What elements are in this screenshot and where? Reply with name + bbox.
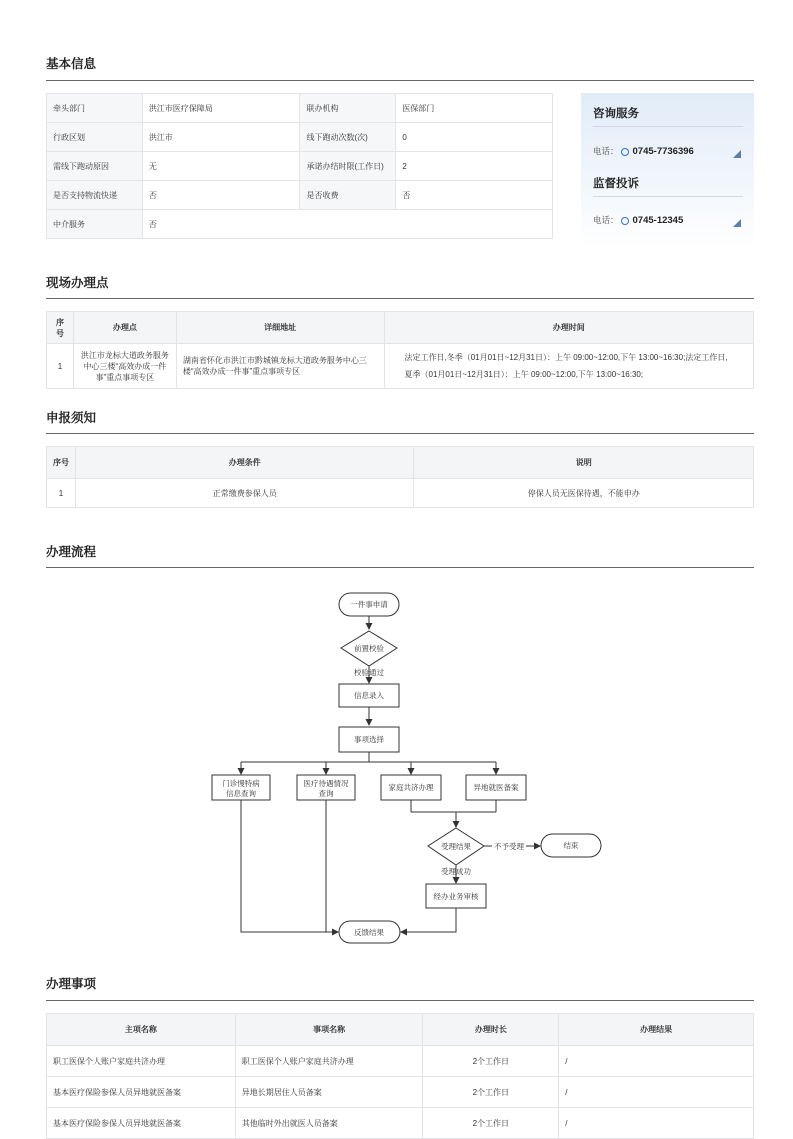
row-number: 1 <box>47 479 76 508</box>
duration: 2个工作日 <box>423 1077 559 1108</box>
result: / <box>559 1077 754 1108</box>
section-title-notice: 申报须知 <box>46 411 97 425</box>
flow-label: 前置校验 <box>354 644 384 653</box>
table-row <box>47 1077 754 1108</box>
site-address: 湖南省怀化市洪江市黔城镇龙标大道政务服务中心三楼“高效办成一件事”重点事项专区 <box>176 344 384 389</box>
column-header: 办理条件 <box>75 447 414 479</box>
field-value: 医保部门 <box>396 94 553 123</box>
field-value: 否 <box>142 181 300 210</box>
field-label: 承诺办结时限(工作日) <box>300 152 396 181</box>
phone-label: 电话： <box>593 215 619 225</box>
column-header: 序号 <box>47 447 76 479</box>
section-title-flow: 办理流程 <box>46 545 97 559</box>
result: / <box>559 1108 754 1139</box>
site-hours: 法定工作日,冬季（01月01日~12月31日）：上午 09:00~12:00,下午 13:00~16:30;法定工作日,夏季（01月01日~12月31日）：上午 09:00~12:00,下午 13:00~16:30; <box>384 344 754 389</box>
phone-number: 0745-12345 <box>632 215 684 226</box>
site-name: 洪江市龙标大道政务服务中心三楼“高效办成一件事”重点事项专区 <box>73 344 176 389</box>
column-header: 详细地址 <box>176 312 384 344</box>
table-header-row <box>47 1014 754 1046</box>
field-value: 否 <box>142 210 552 239</box>
supervise-title: 监督投诉 <box>593 178 639 190</box>
column-header: 主项名称 <box>47 1014 236 1046</box>
column-header: 办理点 <box>73 312 176 344</box>
phone-label: 电话： <box>593 146 619 156</box>
flow-label: 结束 <box>563 841 579 850</box>
phone-number: 0745-7736396 <box>632 146 694 157</box>
column-header: 办理时间 <box>384 312 754 344</box>
section-title-basic: 基本信息 <box>46 57 97 71</box>
flow-edge-label: 校验通过 <box>354 668 384 677</box>
section-title-site: 现场办理点 <box>46 276 109 290</box>
main-item-name: 基本医疗保险参保人员异地就医备案 <box>47 1077 236 1108</box>
field-label: 是否收费 <box>300 181 396 210</box>
column-header: 事项名称 <box>235 1014 423 1046</box>
item-name: 异地长期居住人员备案 <box>235 1077 423 1108</box>
field-label: 联办机构 <box>300 94 396 123</box>
item-name: 职工医保个人账户家庭共济办理 <box>235 1046 423 1077</box>
flow-label: 受理结果 <box>441 842 471 851</box>
main-item-name: 职工医保个人账户家庭共济办理 <box>47 1046 236 1077</box>
flow-label: 门诊慢特病信息查询 <box>222 779 260 798</box>
flow-label: 家庭共济办理 <box>388 783 434 792</box>
section-title-items: 办理事项 <box>46 977 97 991</box>
flow-label: 医疗待遇情况查询 <box>303 779 349 798</box>
duration: 2个工作日 <box>423 1046 559 1077</box>
item-name: 其他临时外出就医人员备案 <box>235 1108 423 1139</box>
field-label: 中介服务 <box>47 210 143 239</box>
flow-label: 一件事申请 <box>350 600 388 609</box>
field-label: 线下跑动次数(次) <box>300 123 396 152</box>
field-value: 无 <box>142 152 300 181</box>
flow-label: 经办业务审核 <box>433 892 479 901</box>
field-label: 牵头部门 <box>47 94 143 123</box>
items-table <box>46 1013 754 1139</box>
flow-label: 异地就医备案 <box>473 783 519 792</box>
column-header: 说明 <box>414 447 754 479</box>
flow-edge-label: 不予受理 <box>494 842 524 851</box>
table-row <box>47 1046 754 1077</box>
field-label: 需线下跑动原因 <box>47 152 143 181</box>
description: 停保人员无医保待遇，不能申办 <box>414 479 754 508</box>
duration: 2个工作日 <box>423 1108 559 1139</box>
flow-label: 事项选择 <box>354 735 384 744</box>
field-value: 洪江市医疗保障局 <box>142 94 300 123</box>
table-row <box>47 1108 754 1139</box>
field-value: 0 <box>396 123 553 152</box>
field-value: 洪江市 <box>142 123 300 152</box>
column-header: 办理时长 <box>423 1014 559 1046</box>
condition: 正常缴费参保人员 <box>75 479 414 508</box>
field-value: 2 <box>396 152 553 181</box>
field-value: 否 <box>396 181 553 210</box>
flow-label: 信息录入 <box>354 691 384 700</box>
flow-edge-label: 受理成功 <box>441 867 471 876</box>
column-header: 序号 <box>47 312 74 344</box>
section-divider <box>46 1000 754 1001</box>
row-number: 1 <box>47 344 74 389</box>
flow-label: 反馈结果 <box>354 928 384 937</box>
field-label: 行政区划 <box>47 123 143 152</box>
consult-title: 咨询服务 <box>593 108 639 120</box>
column-header: 办理结果 <box>559 1014 754 1046</box>
main-item-name: 基本医疗保险参保人员异地就医备案 <box>47 1108 236 1139</box>
result: / <box>559 1046 754 1077</box>
field-label: 是否支持物流快递 <box>47 181 143 210</box>
